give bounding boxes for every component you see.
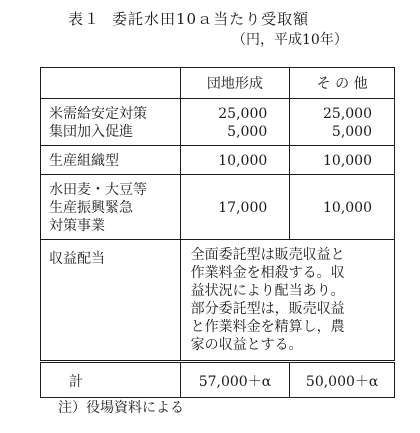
value-danchi: 10,000	[180, 146, 290, 175]
header-sonota: そ の 他	[290, 68, 395, 99]
total-row	[41, 362, 395, 398]
value-danchi: 17,000	[180, 175, 290, 240]
footnote: 注）役場資料による	[58, 400, 184, 416]
table-row	[41, 146, 395, 175]
table-unit-note: （円，平成10年）	[232, 32, 348, 48]
value-danchi: 25,000 5,000	[180, 99, 290, 146]
table-title	[62, 8, 309, 29]
row-label: 米需給安定対策 集団加入促進	[41, 99, 181, 146]
total-danchi: 57,000＋α	[180, 362, 290, 398]
value-sonota: 25,000 5,000	[290, 99, 395, 146]
revenue-note: 全面委託型は販売収益と 作業料金を相殺する。収 益状況により配当あり。 部分委託型は，販売収益 と作業料金を精算し，農 家の収益とする。	[180, 240, 394, 362]
table-row	[41, 175, 395, 240]
payment-table	[40, 67, 395, 398]
header-empty	[41, 68, 181, 99]
table-row	[41, 99, 395, 146]
row-label: 水田麦・大豆等 生産振興緊急 対策事業	[41, 175, 181, 240]
value-sonota: 10,000	[290, 175, 395, 240]
total-label: 計	[41, 362, 181, 398]
value-sonota: 10,000	[290, 146, 395, 175]
header-danchi: 団地形成	[180, 68, 290, 99]
row-label: 生産組織型	[41, 146, 181, 175]
header-row	[41, 68, 395, 99]
table-caption: 委託水田10ａ当たり受取額	[112, 10, 310, 28]
table-number: 表１	[68, 10, 101, 28]
revenue-label: 収益配当	[41, 240, 181, 362]
revenue-row	[41, 240, 395, 362]
total-sonota: 50,000＋α	[290, 362, 395, 398]
